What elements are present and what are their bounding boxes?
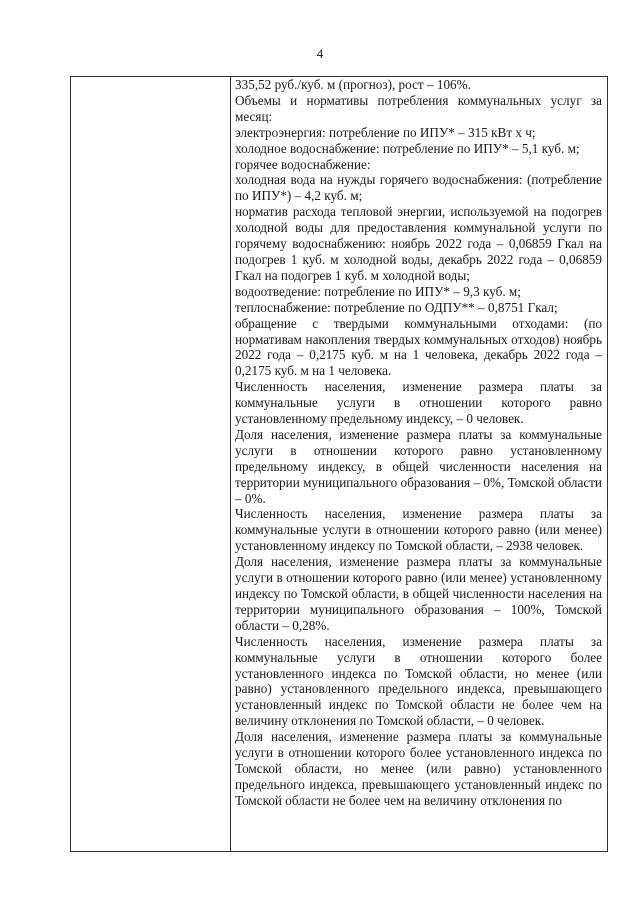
paragraph-solid-waste: обращение с твердыми коммунальными отходами: (по нормативам накопления твердых коммунальных отходов) ноябрь 2022 года – 0,2175 куб. м на 1 человека, декабрь 2022 года – 0,2175 куб. м на 1 человека.: [235, 315, 602, 379]
paragraph-price-forecast: 335,52 руб./куб. м (прогноз), рост – 106%.: [235, 77, 471, 92]
paragraph-population-below-index: Численность населения, изменение размера платы за коммунальные услуги в отношении которого равно (или менее) установленному индексу по Томской области, – 2938 человек.: [235, 506, 602, 554]
table-left-cell: [71, 77, 231, 851]
paragraph-consumption-heading: Объемы и нормативы потребления коммунальных услуг за месяц:: [235, 92, 602, 124]
paragraph-cold-water: холодное водоснабжение: потребление по ИПУ* – 5,1 куб. м;: [235, 140, 580, 156]
document-table: [70, 76, 608, 852]
paragraph-share-equal-limit: Доля населения, изменение размера платы за коммунальные услуги в отношении которого равно установленному предельному индексу, в общей численности населения на территории муниципального образования – 0%, Томской области – 0%.: [235, 426, 602, 506]
paragraph-cold-water-for-hot: холодная вода на нужды горячего водоснабжения: (потребление по ИПУ*) – 4,2 куб. м;: [235, 172, 602, 204]
paragraph-electricity: электроэнергия: потребление по ИПУ* – 315 кВт х ч;: [235, 124, 536, 140]
paragraph-share-below-index: Доля населения, изменение размера платы за коммунальные услуги в отношении которого равно (или менее) установленному индексу по Томской области, в общей численности населения на территории муниципального образования – 100%, Томской области – 0,28%.: [235, 554, 602, 633]
paragraph-population-above-index: Численность населения, изменение размера платы за коммунальные услуги в отношении которого более установленного индекса по Томской области, но менее (или равно) установленного предельного индекса, превышающего установленный индекс по Томской области не более чем на величину отклонения по Томской области, – 0 человек.: [235, 633, 602, 729]
paragraph-share-above-index: Доля населения, изменение размера платы за коммунальные услуги в отношении которого более установленного индекса по Томской области, но менее (или равно) установленного предельного индекса, превышающего установленный индекс по Томской области не более чем на величину отклонения по: [235, 729, 602, 808]
paragraph-heating: теплоснабжение: потребление по ОДПУ** – 0,8751 Гкал;: [235, 299, 558, 315]
paragraph-hot-water-heading: горячее водоснабжение:: [235, 156, 371, 172]
paragraph-population-equal-limit: Численность населения, изменение размера платы за коммунальные услуги в отношении которого равно установленному предельному индексу, – 0 человек.: [235, 379, 602, 427]
page-number: 4: [316, 46, 324, 61]
table-right-cell: [231, 77, 608, 851]
paragraph-heat-norm: норматив расхода тепловой энергии, используемой на подогрев холодной воды для предоставления коммунальной услуги по горячему водоснабжению: ноябрь 2022 года – 0,06859 Гкал на подогрев 1 куб. м холодной воды, декабрь 2022 года – 0,06859 Гкал на подогрев 1 куб. м холодной воды;: [235, 204, 602, 283]
paragraph-sewerage: водоотведение: потребление по ИПУ* – 9,3 куб. м;: [235, 283, 521, 299]
